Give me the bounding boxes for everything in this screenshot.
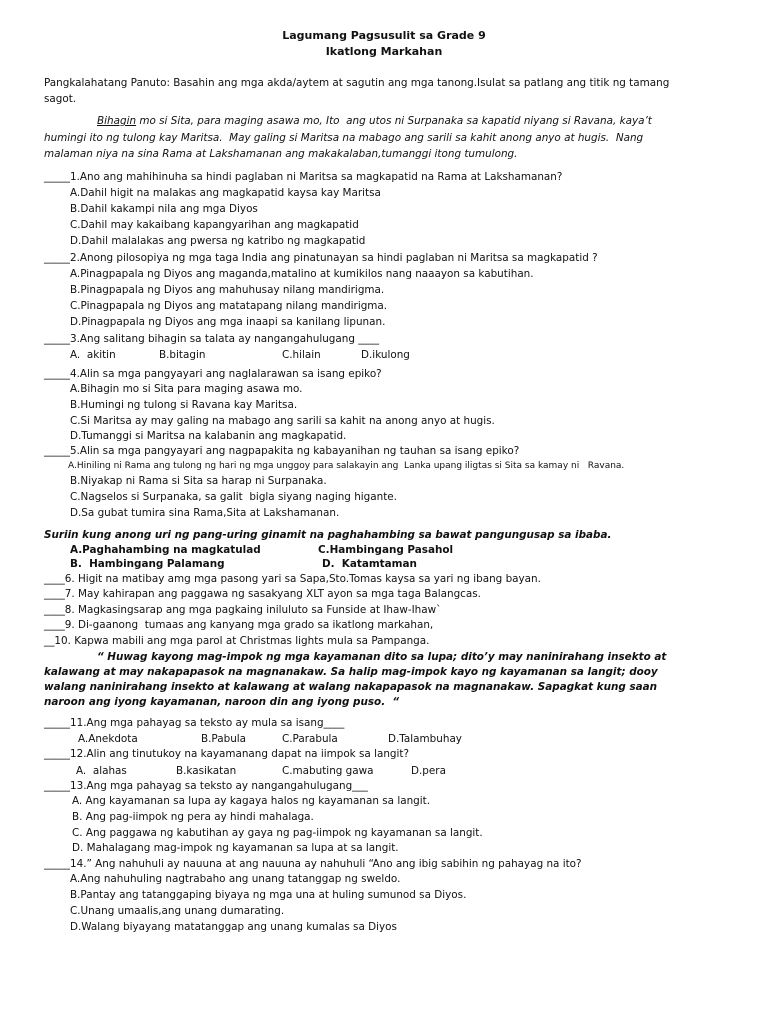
section2-instruction: Suriin kung anong uri ng pang-uring ginamit na paghahambing sa bawat pangungusap sa ibaba. [44,529,612,541]
section2-choices-row-1 [0,544,768,558]
question-14-choice-d: D.Walang biyayang matatanggap ang unang kumalas sa Diyos [70,921,397,933]
section2-choice-a: A.Paghahambing na magkatulad [70,544,261,556]
question-4-choice-b: B.Humingi ng tulong si Ravana kay Maritsa. [70,399,298,411]
question-1-choice-b: B.Dahil kakampi nila ang mga Diyos [70,203,258,215]
passage1-line-1-rest: mo si Sita, para maging asawa mo, Ito ang utos ni Surpanaka sa kapatid niyang si Ravana, kaya’t [136,115,652,127]
question-4-stem: _____4.Alin sa mga pangyayari ang naglalarawan sa isang epiko? [44,368,382,380]
question-14-choice-b: B.Pantay ang tatanggaping biyaya ng mga una at huling sumunod sa Diyos. [70,889,467,901]
question-11-choice-a: A.Anekdota [78,733,138,745]
question-2-choice-a: A.Pinagpapala ng Diyos ang maganda,matalino at kumikilos nang naaayon sa kabutihan. [70,268,534,280]
passage1-line-2: humingi ito ng tulong kay Maritsa. May galing si Maritsa na mabago ang sarili sa kahit anong anyo at hugis. Nang [44,132,644,144]
page-subtitle: Ikatlong Markahan [325,45,443,58]
page-title: Lagumang Pagsusulit sa Grade 9 [282,29,486,42]
passage1-first-word: Bihagin [97,115,137,127]
instructions-line-2: sagot. [44,93,77,105]
question-14-stem: _____14.” Ang nahuhuli ay nauuna at ang nauuna ay nahuhuli “Ano ang ibig sabihin ng pahayag na ito? [44,858,582,870]
passage2-line-3: walang naninirahang insekto at kalawang at walang nakapapasok na magnanakaw. Sapagkat kung saan [44,681,658,693]
question-9: ____9. Di-gaanong tumaas ang kanyang mga grado sa ikatlong markahan, [44,619,434,631]
question-1-choice-a: A.Dahil higit na malakas ang magkapatid kaysa kay Maritsa [70,187,381,199]
question-14-choice-a: A.Ang nahuhuling nagtrabaho ang unang tatanggap ng sweldo. [70,873,401,885]
question-3-stem: _____3.Ang salitang bihagin sa talata ay nangangahulugang ____ [44,333,380,345]
question-5-choice-a: A.Hiniling ni Rama ang tulong ng hari ng mga unggoy para salakayin ang Lanka upang iligtas si Sita sa kamay ni Ravana. [68,461,625,471]
question-3-choice-b: B.bitagin [159,349,206,361]
question-11-choice-b: B.Pabula [201,733,247,745]
question-3-choice-a: A. akitin [70,349,116,361]
question-14-choice-c: C.Unang umaalis,ang unang dumarating. [70,905,285,917]
question-12-choice-b: B.kasikatan [176,765,237,777]
question-7: ____7. May kahirapan ang paggawa ng sasakyang XLT ayon sa mga taga Balangcas. [44,588,481,600]
question-12-choices [0,765,768,779]
question-11-stem: _____11.Ang mga pahayag sa teksto ay mula sa isang____ [44,717,345,729]
question-13-choice-b: B. Ang pag-iimpok ng pera ay hindi mahalaga. [72,811,314,823]
question-11-choice-d: D.Talambuhay [388,733,462,745]
passage1-line-1 [97,115,652,127]
passage2-line-2: kalawang at may nakapapasok na magnanakaw. Sa halip mag-impok kayo ng kayamanan sa langit; dooy [44,666,658,678]
question-3-choice-c: C.hilain [282,349,321,361]
section2-choice-c: C.Hambingang Pasahol [318,544,454,556]
question-11-choices [0,733,768,747]
question-1-choice-d: D.Dahil malalakas ang pwersa ng katribo ng magkapatid [70,235,366,247]
question-2-choice-c: C.Pinagpapala ng Diyos ang matatapang nilang mandirigma. [70,300,388,312]
question-4-choice-a: A.Bihagin mo si Sita para maging asawa mo. [70,383,303,395]
question-8: ____8. Magkasingsarap ang mga pagkaing iniluluto sa Funside at Ihaw-Ihaw` [44,604,442,616]
question-12-choice-c: C.mabuting gawa [282,765,374,777]
passage1-line-3: malaman niya na sina Rama at Lakshamanan ang makakalaban,tumanggi itong tumulong. [44,148,518,160]
question-1-choice-c: C.Dahil may kakaibang kapangyarihan ang magkapatid [70,219,359,231]
question-4-choice-c: C.Si Maritsa ay may galing na mabago ang sarili sa kahit na anong anyo at hugis. [70,415,495,427]
question-5-stem: _____5.Alin sa mga pangyayari ang nagpapakita ng kabayanihan ng tauhan sa isang epiko? [44,445,520,457]
section2-choice-d: D. Katamtaman [322,558,417,570]
question-1-stem: _____1.Ano ang mahihinuha sa hindi paglaban ni Maritsa sa magkapatid na Rama at Lakshamanan? [44,171,563,183]
question-2-choice-d: D.Pinagpapala ng Diyos ang mga inaapi sa kanilang lipunan. [70,316,386,328]
question-10: __10. Kapwa mabili ang mga parol at Christmas lights mula sa Pampanga. [44,635,430,647]
question-11-choice-c: C.Parabula [282,733,338,745]
question-4-choice-d: D.Tumanggi si Maritsa na kalabanin ang magkapatid. [70,430,347,442]
question-6: ____6. Higit na matibay amg mga pasong yari sa Sapa,Sto.Tomas kaysa sa yari ng ibang bayan. [44,573,541,585]
section2-choice-b: B. Hambingang Palamang [70,558,225,570]
question-13-choice-d: D. Mahalagang mag-impok ng kayamanan sa lupa at sa langit. [72,842,399,854]
question-2-choice-b: B.Pinagpapala ng Diyos ang mahuhusay nilang mandirigma. [70,284,385,296]
instructions-line-1: Pangkalahatang Panuto: Basahin ang mga akda/aytem at sagutin ang mga tanong.Isulat sa patlang ang titik ng tamang [44,77,670,89]
question-5-choice-b: B.Niyakap ni Rama si Sita sa harap ni Surpanaka. [70,475,327,487]
question-12-stem: _____12.Alin ang tinutukoy na kayamanang dapat na iimpok sa langit? [44,748,409,760]
question-13-choice-a: A. Ang kayamanan sa lupa ay kagaya halos ng kayamanan sa langit. [72,795,431,807]
question-3-choice-d: D.ikulong [361,349,410,361]
question-13-stem: _____13.Ang mga pahayag sa teksto ay nangangahulugang___ [44,780,368,792]
question-12-choice-a: A. alahas [76,765,127,777]
passage2-line-4: naroon ang iyong kayamanan, naroon din ang iyong puso. “ [44,696,400,708]
question-5-choice-c: C.Nagselos si Surpanaka, sa galit bigla siyang naging higante. [70,491,397,503]
question-5-choice-d: D.Sa gubat tumira sina Rama,Sita at Lakshamanan. [70,507,340,519]
question-13-choice-c: C. Ang paggawa ng kabutihan ay gaya ng pag-iimpok ng kayamanan sa langit. [72,827,483,839]
question-3-choices [0,349,768,363]
section2-choices-row-2 [0,558,768,572]
question-2-stem: _____2.Anong pilosopiya ng mga taga India ang pinatunayan sa hindi paglaban ni Maritsa sa magkapatid ? [44,252,598,264]
question-12-choice-d: D.pera [411,765,446,777]
passage2-line-1: “ Huwag kayong mag-impok ng mga kayamanan dito sa lupa; dito’y may naninirahang insekto at [97,651,667,663]
